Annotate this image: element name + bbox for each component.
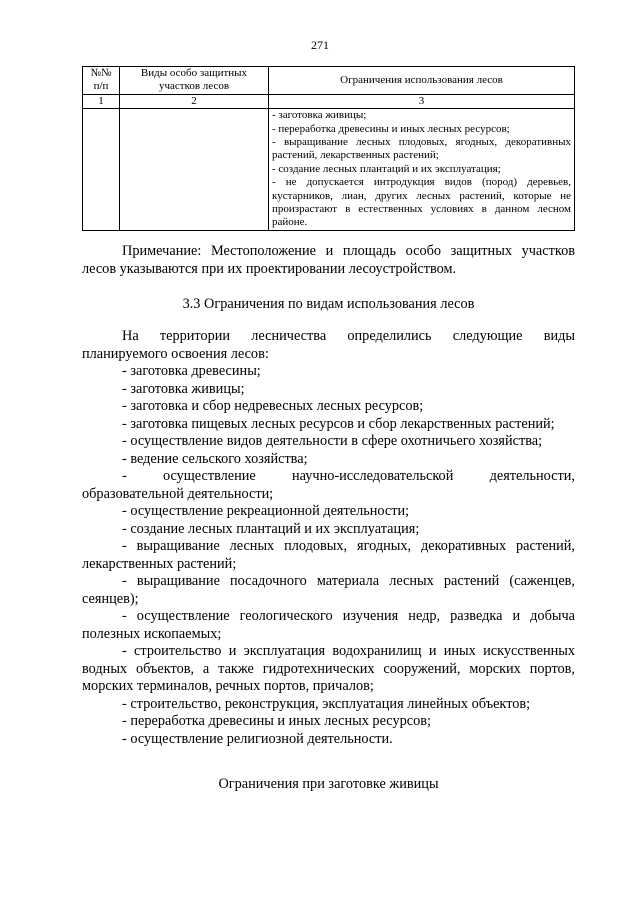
list-item: - осуществление научно-исследовательской деятельности, образовательной деятельности; <box>82 468 575 502</box>
restrictions-table <box>82 66 575 231</box>
list-item: - осуществление рекреационной деятельности; <box>122 503 410 519</box>
header-restrictions: Ограничения использования лесов <box>269 67 575 95</box>
restriction-item: - переработка древесины и иных лесных ресурсов; <box>272 122 510 135</box>
subheading: Ограничения при заготовке живицы <box>218 776 439 792</box>
restriction-item: - создание лесных плантаций и их эксплуатация; <box>272 162 501 175</box>
table-row <box>83 109 575 231</box>
section-title: 3.3 Ограничения по видам использования лесов <box>182 296 475 312</box>
list-item: - осуществление геологического изучения недр, разведка и добыча полезных ископаемых; <box>82 608 575 642</box>
column-number-1: 1 <box>83 94 120 108</box>
header-site-type: Виды особо защитных участков лесов <box>120 67 269 95</box>
header-number: №№ п/п <box>83 67 120 95</box>
table-header-row <box>83 67 575 95</box>
list-item: - осуществление видов деятельности в сфере охотничьего хозяйства; <box>122 433 543 449</box>
section-title-block <box>82 296 575 314</box>
note-text: Примечание: Местоположение и площадь особо защитных участков лесов указываются при их проектировании лесоустройством. <box>82 243 575 277</box>
restriction-item: - не допускается интродукция видов (пород) деревьев, кустарников, лиан, других лесных растений, которые не произрастают в естественных условиях в данном лесном районе. <box>272 176 571 229</box>
restriction-item: - заготовка живицы; <box>272 109 367 122</box>
column-number-3: 3 <box>269 94 575 108</box>
list-item: - создание лесных плантаций и их эксплуатация; <box>122 520 420 537</box>
list-item: - заготовка живицы; <box>122 380 245 397</box>
list-item: - заготовка и сбор недревесных лесных ресурсов; <box>122 398 424 414</box>
note-block <box>82 243 575 278</box>
column-number-row <box>83 94 575 108</box>
list-item: - переработка древесины и иных лесных ресурсов; <box>122 713 431 729</box>
intro-paragraph: На территории лесничества определились следующие виды планируемого освоения лесов: <box>82 328 575 362</box>
subheading-block <box>82 776 575 794</box>
list-item: - осуществление религиозной деятельности. <box>122 730 393 747</box>
restriction-item: - выращивание лесных плодовых, ягодных, декоративных растений, лекарственных растений; <box>272 136 571 162</box>
table-cell-site-type <box>120 109 269 231</box>
body-text <box>82 328 575 748</box>
list-item: - строительство и эксплуатация водохранилищ и иных искусственных водных объектов, а также гидротехнических сооружений, морских портов, морских терминалов, речных портов, причалов; <box>82 643 575 694</box>
table-cell-restrictions <box>269 109 575 231</box>
list-item: - заготовка древесины; <box>122 363 261 379</box>
table-cell-number <box>83 109 120 231</box>
list-item: - выращивание посадочного материала лесных растений (саженцев, сеянцев); <box>82 573 575 607</box>
list-item: - выращивание лесных плодовых, ягодных, декоративных растений, лекарственных растений; <box>82 538 575 572</box>
list-item: - ведение сельского хозяйства; <box>122 450 308 467</box>
list-item: - заготовка пищевых лесных ресурсов и сбор лекарственных растений; <box>122 415 555 432</box>
column-number-2: 2 <box>120 94 269 108</box>
page-number: 271 <box>311 38 329 52</box>
list-item: - строительство, реконструкция, эксплуатация линейных объектов; <box>122 695 531 712</box>
